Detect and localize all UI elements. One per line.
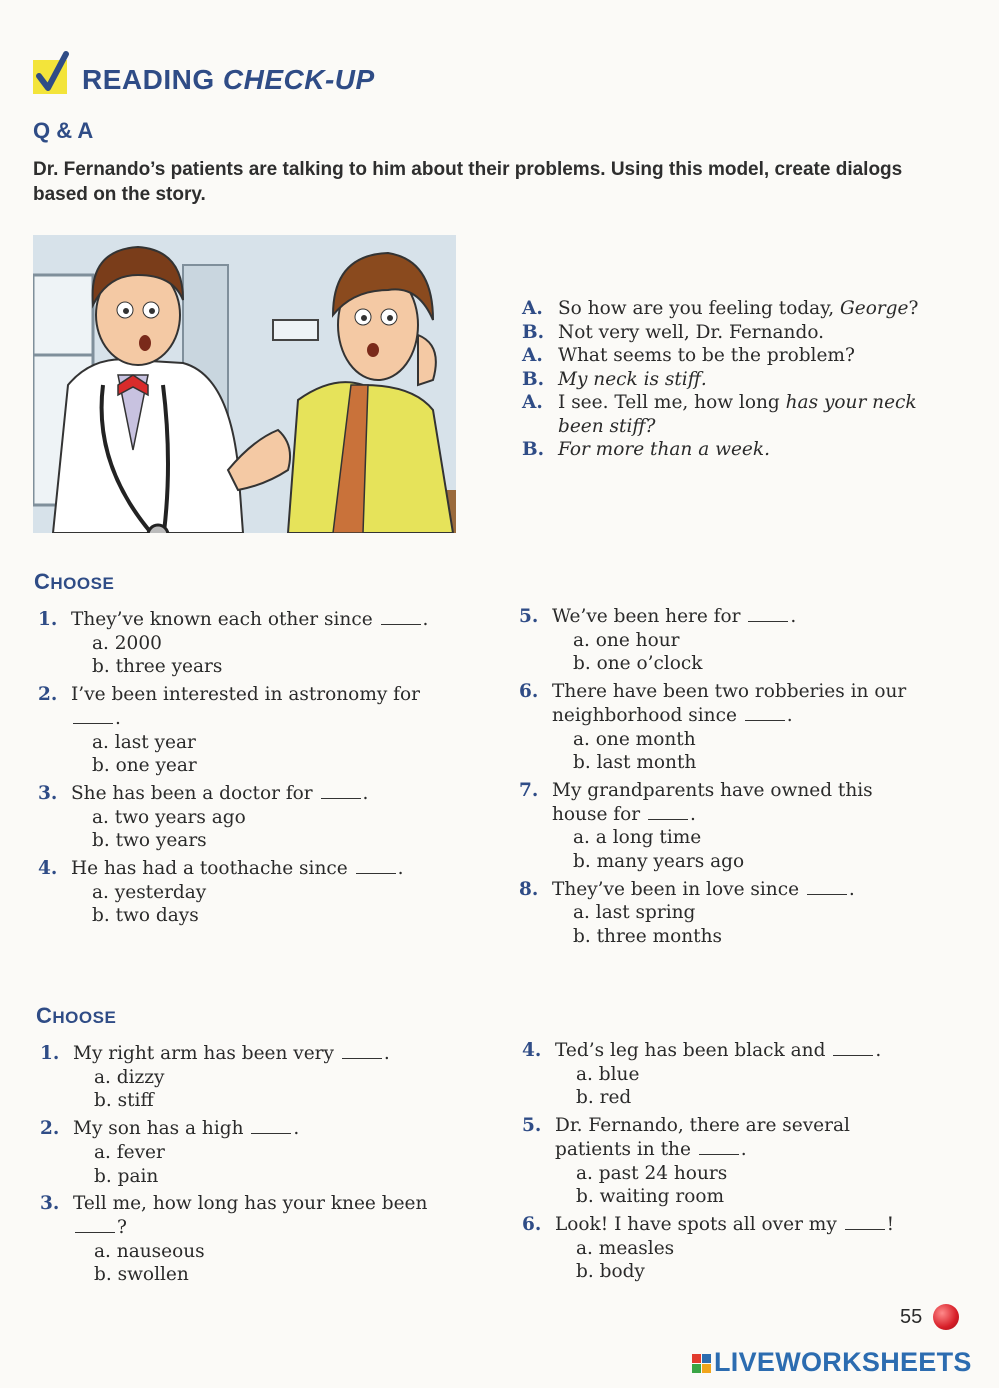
question-body — [73, 1042, 440, 1113]
question-item — [519, 878, 919, 949]
question-item — [522, 1114, 922, 1209]
section-title: READING CHECK-UP — [82, 64, 375, 95]
question-item — [40, 1117, 440, 1188]
question-text: My right arm has been very — [73, 1043, 340, 1064]
choose1-left-column — [38, 608, 438, 932]
question-punctuation: . — [362, 782, 369, 804]
question-number: 1. — [38, 609, 58, 630]
answer-option[interactable]: b. one o’clock — [573, 653, 703, 675]
question-punctuation: . — [875, 1040, 882, 1061]
question-text: My grandparents have owned this house for — [552, 779, 873, 825]
question-number: 4. — [38, 858, 58, 880]
dialog-speaker: B. — [522, 368, 545, 390]
answer-option[interactable]: a. last year — [92, 731, 196, 753]
question-item — [40, 1042, 440, 1113]
dialog-speaker: B. — [522, 439, 545, 460]
question-number: 4. — [522, 1040, 542, 1061]
question-item — [522, 1039, 922, 1110]
dialog-text-part: So how are you feeling today, — [558, 298, 840, 319]
dialog-text-part: My neck is stiff. — [558, 368, 707, 390]
question-body — [73, 1192, 440, 1287]
question-punctuation: . — [115, 707, 121, 729]
question-punctuation: . — [740, 1138, 747, 1160]
answer-option[interactable]: a. fever — [94, 1141, 165, 1163]
answer-option[interactable]: b. two years — [92, 830, 207, 852]
question-punctuation: . — [293, 1118, 300, 1140]
answer-blank[interactable] — [342, 1044, 382, 1059]
answer-option[interactable]: a. one hour — [573, 629, 680, 651]
checkmark-icon — [33, 50, 73, 96]
answer-option[interactable]: a. past 24 hours — [576, 1162, 728, 1184]
question-punctuation: ? — [117, 1216, 127, 1238]
question-number: 2. — [40, 1118, 60, 1140]
answer-blank[interactable] — [251, 1119, 291, 1134]
answer-blank[interactable] — [321, 784, 361, 799]
question-stem — [552, 605, 919, 629]
question-stem — [73, 1192, 440, 1239]
question-text: She has been a doctor for — [71, 782, 319, 804]
answer-option[interactable]: b. red — [576, 1087, 632, 1109]
dialog-text-part: ? — [908, 298, 919, 319]
answer-blank[interactable] — [807, 880, 847, 895]
question-punctuation: . — [786, 704, 793, 726]
question-body — [555, 1039, 922, 1110]
model-dialog — [522, 297, 942, 462]
question-text: My son has a high — [73, 1118, 250, 1140]
answer-option[interactable]: a. measles — [576, 1237, 675, 1259]
answer-option[interactable]: b. three years — [92, 656, 223, 678]
choose-heading-1: CHOOSE — [34, 569, 115, 594]
question-text: Ted’s leg has been black and — [555, 1040, 832, 1061]
question-stem — [552, 680, 919, 727]
answer-blank[interactable] — [73, 709, 113, 724]
question-punctuation: . — [383, 1043, 390, 1064]
answer-option[interactable]: a. blue — [576, 1063, 640, 1085]
question-body — [552, 680, 919, 775]
answer-option[interactable]: b. waiting room — [576, 1186, 725, 1208]
answer-option[interactable]: b. one year — [92, 755, 197, 777]
answer-option[interactable]: b. two days — [92, 905, 199, 927]
question-stem — [552, 878, 919, 902]
dialog-speaker: A. — [522, 392, 543, 413]
dialog-line — [522, 321, 942, 345]
question-number: 3. — [38, 782, 58, 804]
question-stem — [71, 683, 438, 730]
answer-blank[interactable] — [833, 1041, 873, 1056]
question-stem — [555, 1213, 922, 1237]
qa-heading: Q & A — [33, 118, 94, 143]
answer-option[interactable]: a. nauseous — [94, 1240, 205, 1262]
dialog-text-part: What seems to be the problem? — [558, 345, 855, 366]
question-item — [40, 1192, 440, 1287]
dialog-line — [522, 297, 942, 321]
dialog-speaker: A. — [522, 345, 543, 366]
answer-option[interactable]: b. three months — [573, 926, 723, 948]
question-number: 3. — [40, 1193, 60, 1215]
question-number: 6. — [522, 1213, 542, 1235]
dialog-text — [558, 297, 942, 321]
doctor-patient-illustration — [33, 235, 456, 533]
answer-option[interactable]: a. 2000 — [92, 632, 162, 654]
question-stem — [71, 782, 438, 806]
dialog-text — [558, 368, 942, 392]
red-dot-icon — [933, 1304, 959, 1330]
answer-option[interactable]: a. dizzy — [94, 1066, 165, 1088]
dialog-text — [558, 344, 942, 368]
dialog-text — [558, 391, 942, 438]
question-body — [555, 1213, 922, 1284]
question-text: Tell me, how long has your knee been — [73, 1193, 428, 1215]
question-text: There have been two robberies in our neighborhood since — [552, 681, 907, 726]
question-item — [38, 608, 438, 679]
dialog-speaker: B. — [522, 321, 545, 343]
dialog-text-part: Not very well, Dr. Fernando. — [558, 321, 825, 343]
question-number: 5. — [519, 606, 539, 627]
question-item — [38, 782, 438, 853]
dialog-text — [558, 321, 942, 345]
question-body — [71, 857, 438, 928]
answer-blank[interactable] — [748, 607, 788, 622]
question-stem — [555, 1039, 922, 1063]
answer-blank[interactable] — [699, 1140, 739, 1155]
question-stem — [73, 1117, 440, 1141]
choose2-right-column — [522, 1039, 922, 1288]
dialog-text — [558, 438, 942, 462]
answer-blank[interactable] — [745, 706, 785, 721]
dialog-text-part: For more than a week. — [558, 439, 770, 460]
question-number: 7. — [519, 779, 539, 801]
answer-option[interactable]: b. body — [576, 1261, 645, 1283]
question-punctuation: . — [397, 858, 404, 880]
question-text: I’ve been interested in astronomy for — [71, 684, 421, 706]
question-text: They’ve been in love since — [552, 878, 805, 900]
question-punctuation: . — [422, 609, 429, 630]
dialog-text-part: has your neck been stiff? — [558, 392, 917, 437]
checkmark-box — [33, 60, 67, 94]
question-body — [552, 878, 919, 949]
question-item — [519, 680, 919, 775]
question-punctuation: ! — [886, 1213, 895, 1235]
dialog-line — [522, 438, 942, 462]
answer-blank[interactable] — [648, 805, 688, 820]
answer-option[interactable]: b. stiff — [94, 1090, 154, 1112]
question-item — [522, 1213, 922, 1284]
question-stem — [71, 857, 438, 881]
answer-option[interactable]: a. a long time — [573, 827, 702, 849]
question-text: They’ve known each other since — [71, 609, 379, 630]
answer-option[interactable]: a. one month — [573, 728, 696, 750]
dialog-line — [522, 344, 942, 368]
question-item — [519, 779, 919, 874]
choose1-right-column — [519, 605, 919, 953]
answer-blank[interactable] — [75, 1218, 115, 1233]
dialog-text-part: I see. Tell me, how long — [558, 392, 786, 413]
question-punctuation: . — [790, 606, 797, 627]
question-item — [38, 683, 438, 778]
choose-heading-2: CHOOSE — [36, 1003, 117, 1028]
liveworksheets-icon — [692, 1354, 711, 1373]
question-body — [71, 608, 438, 679]
answer-blank[interactable] — [381, 610, 421, 625]
question-body — [552, 605, 919, 676]
question-stem — [555, 1114, 922, 1161]
question-text: We’ve been here for — [552, 606, 747, 627]
question-body — [71, 782, 438, 853]
question-number: 5. — [522, 1115, 542, 1137]
question-body — [71, 683, 438, 778]
question-punctuation: . — [690, 803, 696, 825]
question-number: 6. — [519, 681, 539, 703]
question-stem — [552, 779, 919, 826]
choose2-left-column — [40, 1042, 440, 1291]
answer-option[interactable]: b. pain — [94, 1165, 159, 1187]
answer-option[interactable]: a. two years ago — [92, 806, 246, 828]
question-item — [38, 857, 438, 928]
answer-option[interactable]: b. last month — [573, 752, 697, 774]
question-number: 2. — [38, 684, 58, 706]
dialog-text-part: George — [839, 298, 909, 319]
question-stem — [71, 608, 438, 632]
question-text: He has had a toothache since — [71, 858, 354, 880]
dialog-speaker: A. — [522, 298, 543, 319]
answer-blank[interactable] — [845, 1215, 885, 1230]
question-body — [555, 1114, 922, 1209]
answer-option[interactable]: a. yesterday — [92, 881, 207, 903]
question-body — [552, 779, 919, 874]
question-number: 1. — [40, 1043, 60, 1064]
liveworksheets-logo: LIVEWORKSHEETS — [692, 1347, 972, 1378]
page-number: 55 — [900, 1306, 923, 1328]
answer-option[interactable]: b. swollen — [94, 1264, 189, 1286]
question-body — [73, 1117, 440, 1188]
dialog-line — [522, 391, 942, 438]
answer-blank[interactable] — [356, 859, 396, 874]
instructions: Dr. Fernando’s patients are talking to him about their problems. Using this model, create dialogs based on the story. — [33, 159, 903, 205]
question-item — [519, 605, 919, 676]
dialog-line — [522, 368, 942, 392]
question-punctuation: . — [848, 878, 855, 900]
question-text: Look! I have spots all over my — [555, 1213, 843, 1235]
question-number: 8. — [519, 878, 539, 900]
question-text: Dr. Fernando, there are several patients in the — [555, 1115, 850, 1160]
answer-option[interactable]: a. last spring — [573, 902, 696, 924]
question-stem — [73, 1042, 440, 1066]
answer-option[interactable]: b. many years ago — [573, 851, 745, 873]
